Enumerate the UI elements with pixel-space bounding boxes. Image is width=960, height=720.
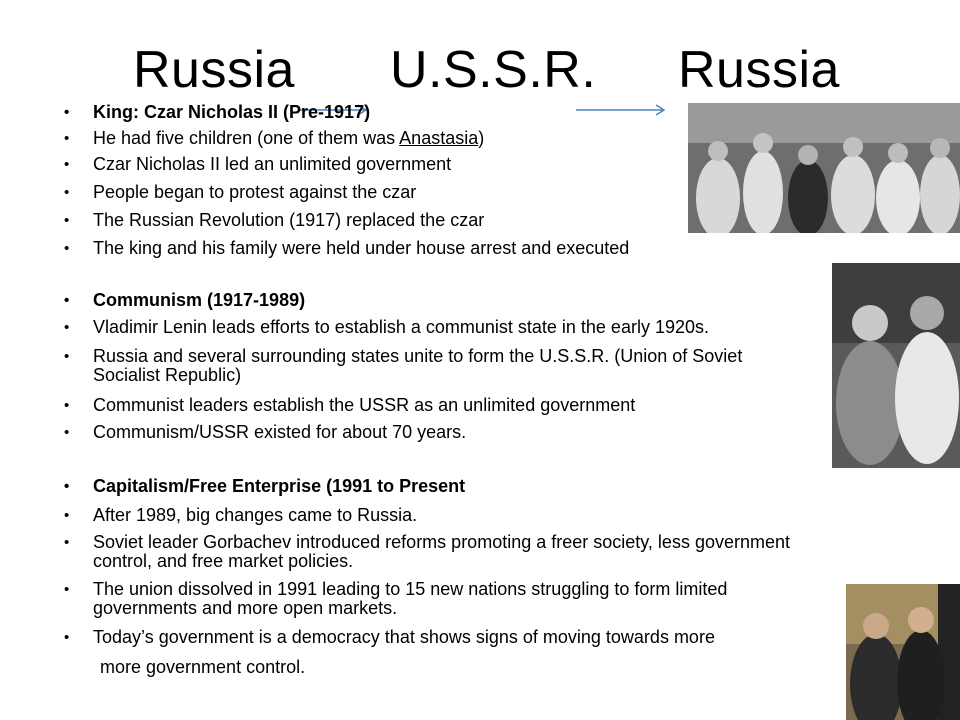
list-item: [64, 395, 636, 415]
list-item: [64, 317, 709, 337]
bullet-icon: •: [64, 534, 70, 551]
bullet-icon: •: [64, 212, 70, 229]
bullet-text: Communist leaders establish the USSR as an unlimited government: [93, 395, 636, 415]
bullet-icon: •: [64, 240, 70, 257]
section-heading-czar: King: Czar Nicholas II (Pre-1917): [93, 102, 371, 122]
section-heading-capitalism: Capitalism/Free Enterprise (1991 to Present: [93, 476, 466, 496]
bullet-text: Socialist Republic): [93, 365, 242, 385]
bullet-text: ): [478, 128, 485, 148]
list-item: [64, 579, 728, 618]
bullet-icon: •: [64, 507, 70, 524]
bullet-icon: •: [64, 292, 70, 309]
bullet-text: The king and his family were held under house arrest and executed: [93, 238, 630, 258]
bullet-icon: •: [64, 130, 70, 147]
bullet-text: He had five children (one of them was: [93, 128, 400, 148]
list-item: [64, 505, 418, 525]
anastasia-link[interactable]: Anastasia: [399, 128, 479, 148]
list-item: [64, 290, 306, 310]
list-item: [64, 102, 371, 122]
bullet-text: more government control.: [100, 657, 306, 677]
list-item: [64, 532, 790, 571]
bullet-text: Russia and several surrounding states unite to form the U.S.S.R. (Union of Soviet: [93, 346, 743, 366]
title-russia-end: Russia: [678, 41, 840, 99]
bullet-icon: •: [64, 184, 70, 201]
bullet-text: After 1989, big changes came to Russia.: [93, 505, 418, 525]
bullet-icon: •: [64, 397, 70, 414]
list-item-continuation: [100, 658, 305, 677]
bullet-text: Soviet leader Gorbachev introduced reforms promoting a freer society, less government: [93, 532, 790, 552]
bullet-icon: •: [64, 348, 70, 365]
bullet-text: control, and free market policies.: [93, 551, 354, 571]
list-item: [64, 128, 485, 148]
bullet-text: Communism/USSR existed for about 70 years.: [93, 422, 467, 442]
bullet-text: Czar Nicholas II led an unlimited government: [93, 154, 452, 174]
bullet-text: The union dissolved in 1991 leading to 15 new nations struggling to form limited: [93, 579, 728, 599]
list-item: [64, 154, 452, 174]
bullet-icon: •: [64, 424, 70, 441]
bullet-icon: •: [64, 581, 70, 598]
bullet-text: People began to protest against the czar: [93, 182, 417, 202]
bullet-icon: •: [64, 629, 70, 646]
section-heading-communism: Communism (1917-1989): [93, 290, 306, 310]
bullet-text: Today’s government is a democracy that shows signs of moving towards more: [93, 627, 715, 647]
bullet-icon: •: [64, 478, 70, 495]
title-ussr: U.S.S.R.: [390, 41, 597, 99]
list-item: [64, 346, 743, 385]
bullet-text: The Russian Revolution (1917) replaced the czar: [93, 210, 485, 230]
list-item: [64, 238, 630, 258]
bullet-text: governments and more open markets.: [93, 598, 398, 618]
bullet-text: Vladimir Lenin leads efforts to establish a communist state in the early 1920s.: [93, 317, 709, 337]
bullet-icon: •: [64, 156, 70, 173]
list-item: [64, 422, 467, 442]
list-item: [64, 210, 485, 230]
list-item: [64, 182, 417, 202]
list-item: [64, 476, 466, 496]
list-item: [64, 627, 715, 647]
bullet-icon: •: [64, 319, 70, 336]
title-russia-start: Russia: [133, 41, 295, 99]
bullet-icon: •: [64, 104, 70, 121]
